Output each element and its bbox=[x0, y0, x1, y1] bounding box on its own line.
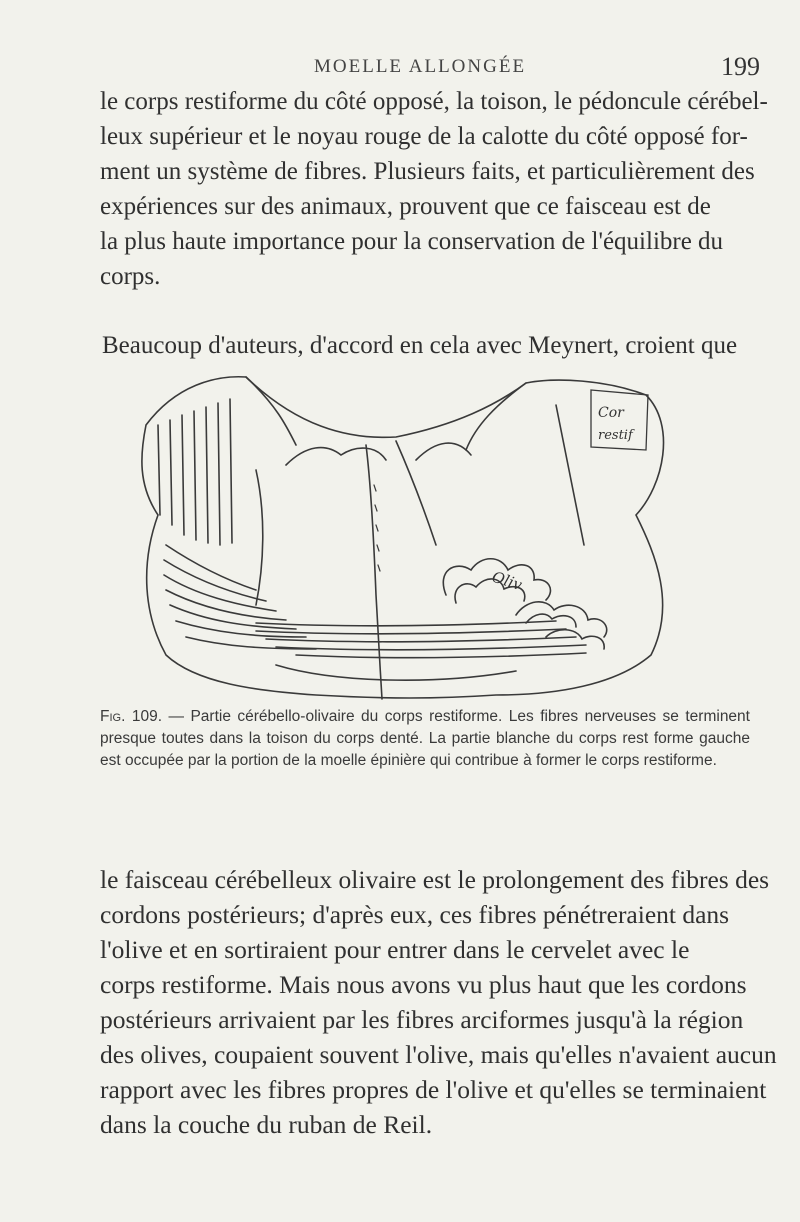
figure-drawing bbox=[136, 365, 681, 702]
text-line: Beaucoup d'auteurs, d'accord en cela avec Meynert, croient que bbox=[102, 332, 738, 359]
text-line: rapport avec les fibres propres de l'olive et qu'elles se terminaient bbox=[100, 1075, 767, 1104]
text-line: le faisceau cérébelleux olivaire est le prolongement des fibres des bbox=[100, 865, 770, 894]
paragraph-3 bbox=[100, 862, 777, 1142]
text-line: ment un système de fibres. Plusieurs faits, et particulièrement des bbox=[100, 158, 755, 185]
anatomical-figure bbox=[136, 365, 681, 702]
paragraph-1 bbox=[100, 84, 768, 294]
text-line: leux supérieur et le noyau rouge de la calotte du côté opposé for- bbox=[100, 123, 748, 150]
running-head bbox=[270, 52, 760, 82]
label-oliv: Oliv bbox=[489, 567, 525, 595]
text-line: corps. bbox=[100, 263, 161, 290]
text-line: des olives, coupaient souvent l'olive, mais qu'elles n'avaient aucun bbox=[100, 1040, 777, 1069]
caption-label: Fig. 109. bbox=[100, 708, 163, 725]
text-line: la plus haute importance pour la conservation de l'équilibre du bbox=[100, 228, 724, 255]
caption-text: — Partie cérébello-olivaire du corps restiforme. Les fibres nerveuses se terminent presque toutes dans la toison du corps denté. La partie blanche du corps rest forme gauche est occupée par la portion de la moelle épinière qui contribue à former le corps restiforme. bbox=[100, 708, 750, 769]
text-line: dans la couche du ruban de Reil. bbox=[100, 1110, 433, 1139]
text-line: postérieurs arrivaient par les fibres arciformes jusqu'à la région bbox=[100, 1005, 744, 1034]
text-line: expériences sur des animaux, prouvent que ce faisceau est de bbox=[100, 193, 711, 220]
label-restif: restif bbox=[598, 428, 633, 443]
text-line: l'olive et en sortiraient pour entrer dans le cervelet avec le bbox=[100, 935, 690, 964]
running-title: MOELLE ALLONGÉE bbox=[314, 56, 527, 77]
text-line: corps restiforme. Mais nous avons vu plus haut que les cordons bbox=[100, 970, 747, 999]
text-line: cordons postérieurs; d'après eux, ces fibres pénétreraient dans bbox=[100, 900, 730, 929]
page-number: 199 bbox=[721, 52, 760, 81]
text-line: le corps restiforme du côté opposé, la toison, le pédoncule cérébel- bbox=[100, 88, 768, 115]
figure-caption bbox=[100, 706, 750, 772]
paragraph-2 bbox=[100, 328, 750, 363]
label-cor: Cor bbox=[598, 405, 624, 421]
